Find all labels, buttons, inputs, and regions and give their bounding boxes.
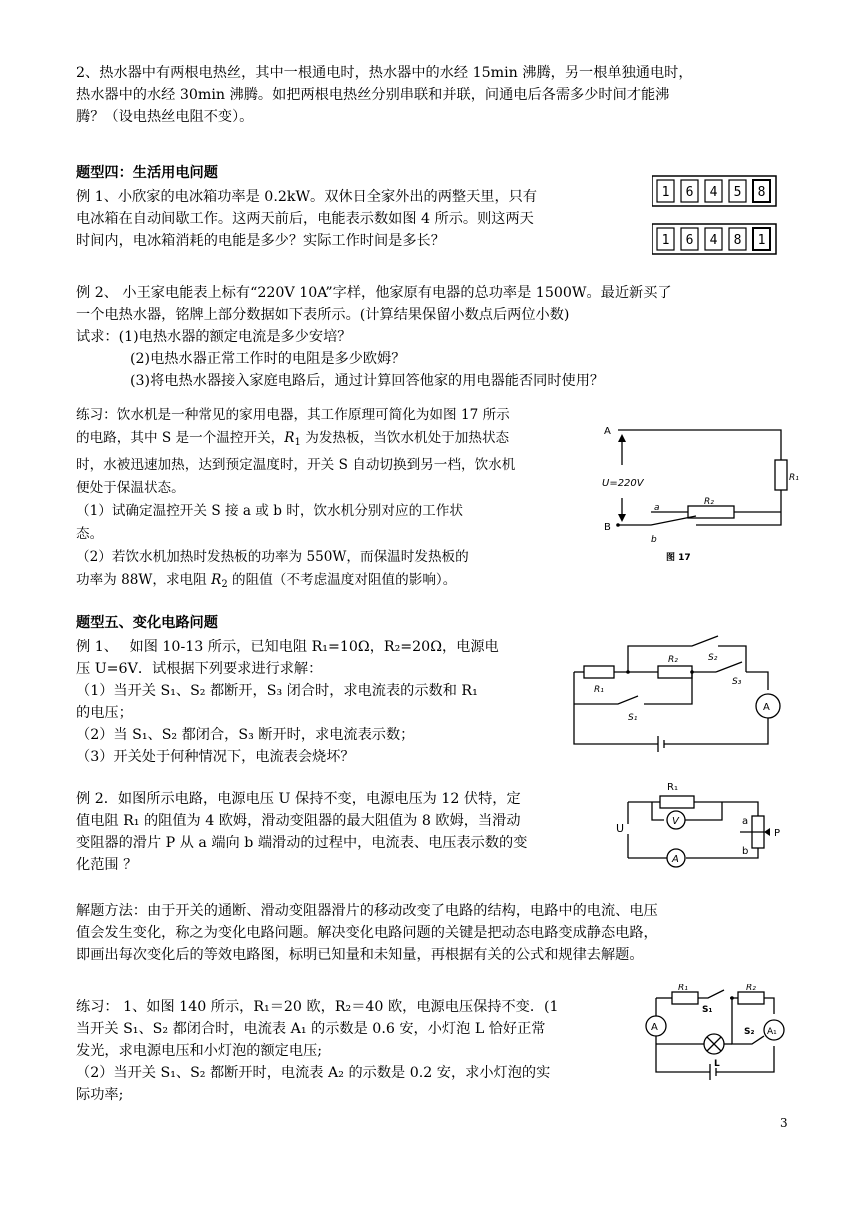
contact-a-label: a [654,503,660,513]
figure-140-circuit [642,984,792,1088]
text-line: 例 2、 小王家电能表上标有“220V 10A”字样，他家原有电器的总功率是 1500W。最近新买了 [76,285,672,301]
text-line: (3)将电热水器接入家庭电路后，通过计算回答他家的用电器能否同时使用？ [130,373,605,389]
figure-caption: 图 17 [666,553,691,563]
text-line: 态。 [76,526,104,542]
meter-figure [652,172,782,262]
text-line: 例 1、小欣家的电冰箱功率是 0.2kW。双休日全家外出的两整天里，只有 [76,189,538,205]
meter-digit: 8 [757,185,766,200]
text-line: 一个电热水器，铭牌上部分数据如下表所示。(计算结果保留小数点后两位小数) [76,307,570,323]
meter-digit: 4 [709,185,718,200]
text-line: 练习：饮水机是一种常见的家用电器，其工作原理可简化为如图 17 所示 [76,407,510,423]
text-line: （2）当开关 S₁、S₂ 都断开时，电流表 A₂ 的示数是 0.2 安，求小灯泡的实 [76,1065,551,1081]
text-line: 值电阻 R₁ 的阻值为 4 欧姆，滑动变阻器的最大阻值为 8 欧姆，当滑动 [76,813,521,829]
text-line: 例 1、 如图 10-13 所示，已知电阻 R₁=10Ω，R₂=20Ω，电源电 [76,639,499,655]
sec5-example-2 [76,788,606,876]
slider-a-label: a [742,816,749,827]
voltmeter-label: V [672,816,679,827]
text-line: （1）当开关 S₁、S₂ 都断开，S₃ 闭合时，求电流表的示数和 R₁ [76,683,478,699]
text-line: 变阻器的滑片 P 从 a 端向 b 端滑动的过程中，电流表、电压表示数的变 [76,835,528,851]
method-paragraph [76,900,796,966]
question-2 [76,62,796,128]
text-line: (2)电热水器正常工作时的电阻是多少欧姆？ [130,351,406,367]
text-line: 发光，求电源电压和小灯泡的额定电压; [76,1043,322,1059]
text-line: （2）若饮水机加热时发热板的功率为 550W，而保温时发热板的 [76,549,469,565]
meter-digit: 1 [757,233,766,248]
s3-label: S₃ [732,677,742,687]
sec4-practice [76,404,566,596]
text-line: 时，水被迅速加热，达到预定温度时，开关 S 自动切换到另一档，饮水机 [76,457,516,473]
text-line: 当开关 S₁、S₂ 都闭合时，电流表 A₁ 的示数是 0.6 安，小灯泡 L 恰好正常 [76,1021,546,1037]
meter-digit: 6 [685,185,694,200]
text-line: （3）开关处于何种情况下，电流表会烧坏？ [76,749,355,765]
section-4-title: 题型四：生活用电问题 [76,165,218,181]
text-line: 例 2．如图所示电路，电源电压 U 保持不变，电源电压为 12 伏特，定 [76,791,521,807]
sec5-practice [76,996,636,1106]
r1-label: R₁ [667,782,678,793]
page-number: 3 [780,1116,788,1130]
text-line: 际功率; [76,1087,124,1103]
text-line: （1）试确定温控开关 S 接 a 或 b 时，饮水机分别对应的工作状 [76,503,463,519]
text-line: （2）当 S₁、S₂ 都闭合，S₃ 断开时，求电流表示数； [76,727,415,743]
sec4-example-1 [76,186,636,252]
meter-digit: 1 [661,185,670,200]
meter-digit: 4 [709,233,718,248]
r1-label: R₁ [594,685,604,695]
example-2-circuit [612,772,792,872]
voltage-label: U [616,822,625,835]
text-line: 解题方法：由于开关的通断、滑动变阻器滑片的移动改变了电路的结构，电路中的电流、电压 [76,903,658,919]
meter-digit: 5 [733,185,742,200]
terminal-b-label: B [604,522,611,533]
ammeter-1-label: A [651,1022,658,1033]
text-line: 试求：(1)电热水器的额定电流是多少安培？ [76,329,352,345]
question-2-line: 腾？（设电热丝电阻不变）。 [76,109,254,125]
slider-p-label: P [774,828,781,839]
text-line: 电冰箱在自动间歇工作。这两天前后，电能表示数如图 4 所示。则这两天 [76,211,534,227]
text-line: 即画出每次变化后的等效电路图，标明已知量和未知量，再根据有关的公式和规律去解题。 [76,947,644,963]
text-line: 压 U=6V．试根据下列要求进行求解： [76,661,323,677]
r1-label: R₁ [678,984,688,993]
s1-label: S₁ [628,713,638,723]
meter-digit: 8 [733,233,742,248]
terminal-a-label: A [604,426,611,437]
text-line: 时间内，电冰箱消耗的电能是多少？实际工作时间是多长？ [76,233,445,249]
r2-label: R₂ [704,497,714,507]
text-line: 功率为 88W，求电阻 $R_2$ 的阻值（不考虑温度对阻值的影响）。 [76,572,457,590]
voltage-label: U=220V [602,478,644,489]
question-2-line: 2、热水器中有两根电热丝，其中一根通电时，热水器中的水经 15min 沸腾，另一根单独通电时， [76,65,693,81]
figure-10-13-circuit [568,632,782,762]
ammeter-label: A [763,702,770,713]
s1-label: S₁ [702,1005,713,1015]
meter-digit: 1 [661,233,670,248]
r1-label: R₁ [789,473,799,483]
meter-digit: 6 [685,233,694,248]
meter-reading-after [657,228,770,250]
r2-label: R₂ [746,984,756,993]
ammeter-label: A [672,854,679,865]
text-line: 便处于保温状态。 [76,480,185,496]
text-line: 值会发生变化，称之为变化电路问题。解决变化电路问题的关键是把动态电路变成静态电路， [76,925,658,941]
text-line: 练习： 1、如图 140 所示，R₁＝20 欧，R₂＝40 欧，电源电压保持不变．(1 [76,999,559,1015]
sec4-example-2 [76,282,796,392]
text-line: 化范围 ？ [76,857,138,873]
section-5-title: 题型五、变化电路问题 [76,615,218,631]
question-2-line: 热水器中的水经 30min 沸腾。如把两根电热丝分别串联和并联，问通电后各需多少时间才能沸 [76,87,670,103]
ammeter-2-label: A₁ [767,1027,777,1037]
text-line: 的电路，其中 S 是一个温控开关，$R_1$ 为发热板，当饮水机处于加热状态 [76,430,510,448]
figure-17-circuit [596,420,806,580]
contact-b-label: b [651,535,657,545]
s2-label: S₂ [744,1027,755,1037]
r2-label: R₂ [668,655,678,665]
sec5-example-1 [76,636,566,768]
meter-reading-before [657,180,770,202]
text-line: 的电压； [76,705,133,721]
slider-b-label: b [742,846,749,857]
lamp-label: L [714,1059,720,1069]
s2-label: S₂ [708,653,718,663]
